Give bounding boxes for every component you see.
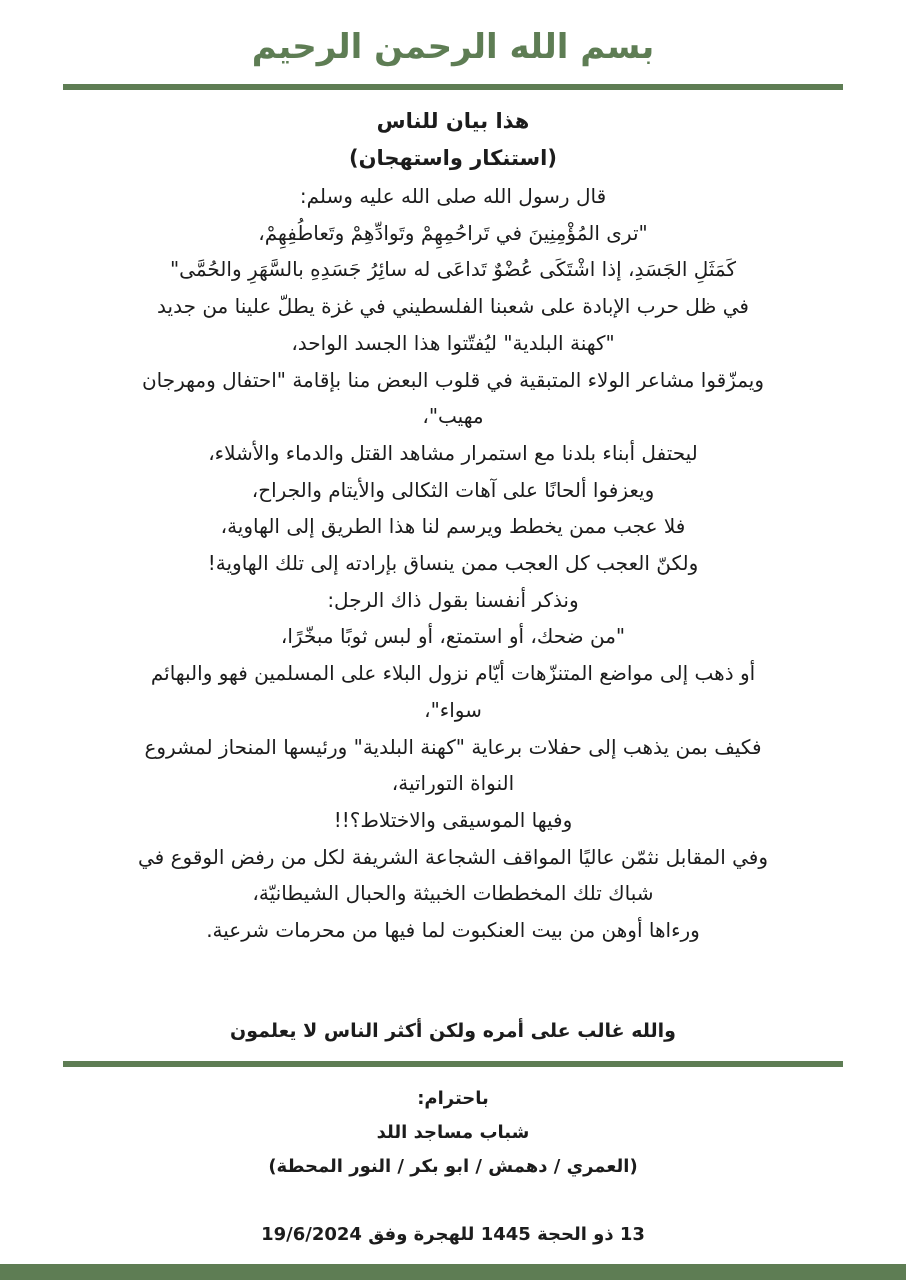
body-line: وفيها الموسيقى والاختلاط؟!! xyxy=(333,807,573,832)
body-line: "ترى المُؤْمِنِينَ في تَراحُمِهِمْ وتَوادِّهِمْ وتَعاطُفِهِمْ، xyxy=(258,220,648,245)
body-line: سواء"، xyxy=(424,697,482,722)
body-line: أو ذهب إلى مواضع المتنزّهات أيّام نزول البلاء على المسلمين فهو والبهائم xyxy=(150,661,756,686)
bottom-bar xyxy=(0,1264,906,1280)
body-line: ليحتفل أبناء بلدنا مع استمرار مشاهد القتل والدماء والأشلاء، xyxy=(208,440,698,465)
body-line: النواة التوراتية، xyxy=(391,771,515,796)
body-line: كَمَثَلِ الجَسَدِ، إذا اشْتَكَى عُضْوٌ تَداعَى له سائِرُ جَسَدِهِ بالسَّهَرِ والحُمَّى" xyxy=(169,257,737,282)
statement-date: 13 ذو الحجة 1445 للهجرة وفق 19/6/2024 xyxy=(261,1224,645,1245)
closing-verse: والله غالب على أمره ولكن أكثر الناس لا يعلمون xyxy=(230,1020,676,1042)
middle-divider xyxy=(63,1061,843,1067)
body-line: ونذكر أنفسنا بقول ذاك الرجل: xyxy=(327,587,579,612)
basmala-heading: بسم الله الرحمن الرحيم xyxy=(251,27,655,67)
signature-group: شباب مساجد اللد xyxy=(376,1122,530,1143)
body-line: فكيف بمن يذهب إلى حفلات برعاية "كهنة البلدية" ورئيسها المنحاز لمشروع xyxy=(144,734,762,759)
body-line: ولكنّ العجب كل العجب ممن ينساق بإرادته إلى تلك الهاوية! xyxy=(207,551,699,576)
body-line: ويمزّقوا مشاعر الولاء المتبقية في قلوب البعض منا بإقامة "احتفال ومهرجان xyxy=(141,367,765,392)
statement-body xyxy=(80,178,826,949)
body-line: "من ضحك، أو استمتع، أو لبس ثوبًا مبخّرًا، xyxy=(280,624,626,649)
body-line: ويعزفوا ألحانًا على آهات الثكالى والأيتام والجراح، xyxy=(251,477,655,502)
body-line: وفي المقابل نثمّن عاليًا المواقف الشجاعة الشريفة لكل من رفض الوقوع في xyxy=(137,844,769,869)
body-line: شباك تلك المخططات الخبيثة والحبال الشيطانيّة، xyxy=(252,881,654,906)
statement-title: هذا بيان للناس xyxy=(376,109,530,133)
statement-subtitle: (استنكار واستهجان) xyxy=(349,146,557,170)
body-line: في ظل حرب الإبادة على شعبنا الفلسطيني في غزة يطلّ علينا من جديد xyxy=(157,294,749,319)
body-line: "كهنة البلدية" ليُفتّتوا هذا الجسد الواحد، xyxy=(291,330,615,355)
body-line: قال رسول الله صلى الله عليه وسلم: xyxy=(299,184,607,208)
body-line: فلا عجب ممن يخطط ويرسم لنا هذا الطريق إلى الهاوية، xyxy=(220,514,686,539)
signature-mosques: (العمري / دهمش / ابو بكر / النور المحطة) xyxy=(268,1156,638,1177)
signature-respect: باحترام: xyxy=(417,1088,489,1109)
body-line: ورءاها أوهن من بيت العنكبوت لما فيها من محرمات شرعية. xyxy=(206,918,700,943)
top-divider xyxy=(63,84,843,90)
body-line: مهيب"، xyxy=(422,404,484,429)
